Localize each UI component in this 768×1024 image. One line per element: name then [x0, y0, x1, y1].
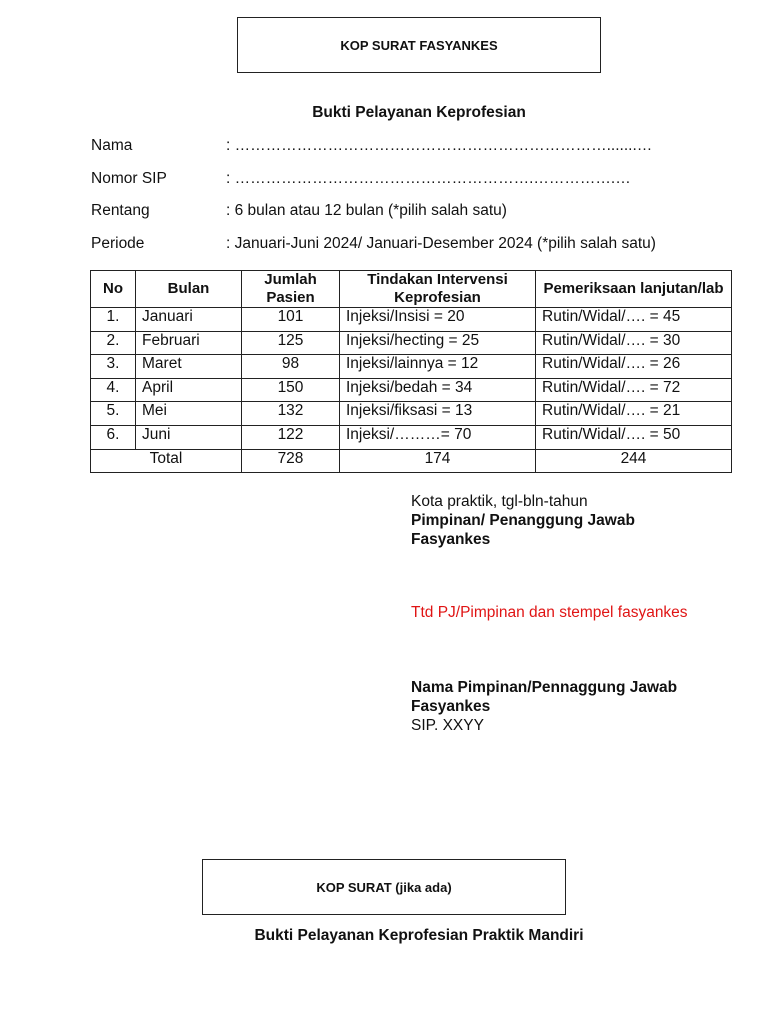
- cell-total-tindakan: 174: [340, 449, 536, 473]
- cell-no: 6.: [91, 425, 136, 449]
- kop-surat-box-top: [237, 17, 601, 73]
- cell-no: 1.: [91, 308, 136, 332]
- signature-block: [411, 492, 635, 549]
- table-header-row: [91, 271, 732, 308]
- cell-bulan: Maret: [136, 355, 242, 379]
- kop-surat-label: KOP SURAT FASYANKES: [340, 37, 498, 53]
- cell-bulan: Februari: [136, 331, 242, 355]
- cell-tindakan: Injeksi/………= 70: [340, 425, 536, 449]
- section-title: Bukti Pelayanan Keprofesian Praktik Mandiri: [254, 927, 584, 944]
- cell-jumlah: 132: [242, 402, 340, 426]
- signer-name-line-2: Fasyankes: [411, 698, 491, 715]
- table-total-row: [91, 449, 732, 473]
- kop-surat-box-bottom: [202, 859, 566, 915]
- table-row: [91, 331, 732, 355]
- cell-jumlah: 150: [242, 378, 340, 402]
- signer-block: [411, 678, 677, 735]
- service-table: [90, 270, 732, 473]
- cell-tindakan: Injeksi/hecting = 25: [340, 331, 536, 355]
- cell-pemeriksaan: Rutin/Widal/…. = 45: [536, 308, 732, 332]
- cell-tindakan: Injeksi/lainnya = 12: [340, 355, 536, 379]
- kop-surat-label: KOP SURAT (jika ada): [316, 879, 452, 895]
- cell-bulan: Mei: [136, 402, 242, 426]
- header-no: No: [91, 271, 136, 308]
- cell-pemeriksaan: Rutin/Widal/…. = 26: [536, 355, 732, 379]
- field-value-rentang: : 6 bulan atau 12 bulan (*pilih salah satu): [226, 202, 507, 219]
- header-tindakan: Tindakan Intervensi Keprofesian: [340, 271, 536, 308]
- field-value-nama: : ……………………………………………………………….......…: [226, 137, 653, 154]
- header-pemeriksaan: Pemeriksaan lanjutan/lab: [536, 271, 732, 308]
- field-label-nama: Nama: [91, 137, 133, 154]
- cell-jumlah: 125: [242, 331, 340, 355]
- field-value-periode: : Januari-Juni 2024/ Januari-Desember 2024 (*pilih salah satu): [226, 235, 656, 252]
- cell-pemeriksaan: Rutin/Widal/…. = 50: [536, 425, 732, 449]
- header-jumlah-pasien: Jumlah Pasien: [242, 271, 340, 308]
- field-label-periode: Periode: [91, 235, 145, 252]
- cell-no: 5.: [91, 402, 136, 426]
- table-row: [91, 355, 732, 379]
- cell-pemeriksaan: Rutin/Widal/…. = 72: [536, 378, 732, 402]
- signer-name-line-1: Nama Pimpinan/Pennaggung Jawab: [411, 679, 678, 696]
- cell-total-pemeriksaan: 244: [536, 449, 732, 473]
- role-line-1: Pimpinan/ Penanggung Jawab: [411, 512, 635, 529]
- cell-total-jumlah: 728: [242, 449, 340, 473]
- cell-bulan: Juni: [136, 425, 242, 449]
- page-title: Bukti Pelayanan Keprofesian: [312, 104, 526, 121]
- table-row: [91, 425, 732, 449]
- cell-pemeriksaan: Rutin/Widal/…. = 21: [536, 402, 732, 426]
- cell-jumlah: 122: [242, 425, 340, 449]
- signature-placeholder: Ttd PJ/Pimpinan dan stempel fasyankes: [411, 604, 688, 621]
- cell-bulan: Januari: [136, 308, 242, 332]
- signer-sip: SIP. XXYY: [411, 717, 484, 734]
- field-value-nomor-sip: : ………………………………………………….…………….…: [226, 170, 631, 187]
- cell-total-label: Total: [91, 449, 242, 473]
- field-label-nomor-sip: Nomor SIP: [91, 170, 167, 187]
- cell-tindakan: Injeksi/Insisi = 20: [340, 308, 536, 332]
- cell-jumlah: 101: [242, 308, 340, 332]
- cell-no: 3.: [91, 355, 136, 379]
- cell-pemeriksaan: Rutin/Widal/…. = 30: [536, 331, 732, 355]
- cell-tindakan: Injeksi/bedah = 34: [340, 378, 536, 402]
- cell-tindakan: Injeksi/fiksasi = 13: [340, 402, 536, 426]
- role-line-2: Fasyankes: [411, 531, 491, 548]
- place-date: Kota praktik, tgl-bln-tahun: [411, 493, 588, 510]
- cell-jumlah: 98: [242, 355, 340, 379]
- cell-no: 4.: [91, 378, 136, 402]
- table-row: [91, 402, 732, 426]
- cell-bulan: April: [136, 378, 242, 402]
- table-row: [91, 308, 732, 332]
- header-bulan: Bulan: [136, 271, 242, 308]
- cell-no: 2.: [91, 331, 136, 355]
- field-label-rentang: Rentang: [91, 202, 150, 219]
- table-row: [91, 378, 732, 402]
